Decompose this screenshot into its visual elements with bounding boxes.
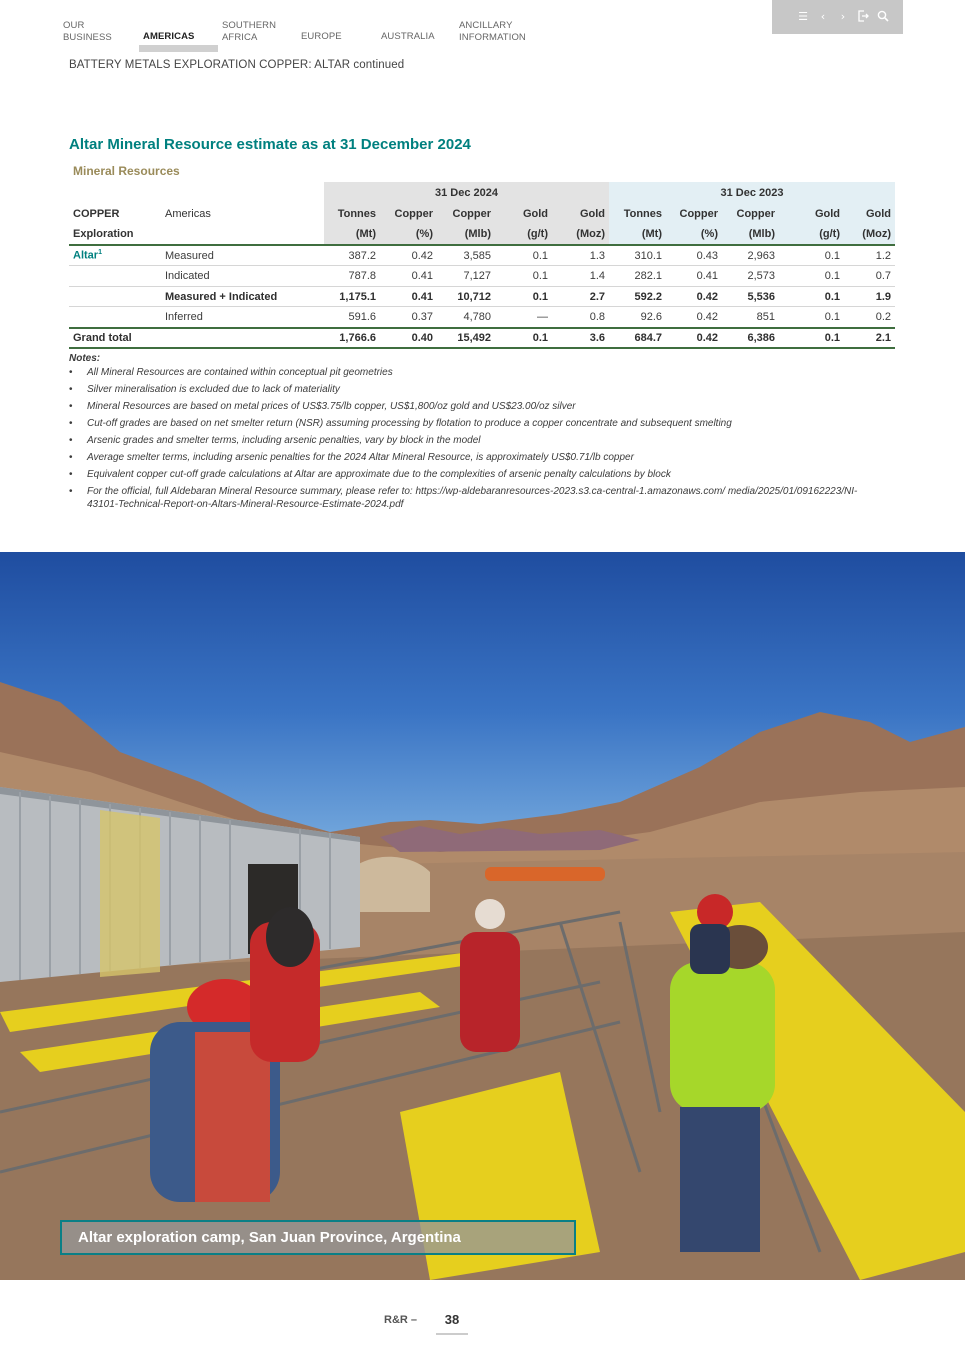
header-cell: Tonnes: [324, 204, 380, 225]
table-cell: 787.8: [324, 266, 380, 287]
table-cell: 0.1: [779, 328, 844, 349]
note-item: • Cut-off grades are based on net smelter return (NSR) assuming processing by flotation to produce a copper concentrate and subsequent smelting: [69, 417, 869, 430]
grand-total-label: Grand total: [69, 328, 324, 349]
table-cell: 592.2: [609, 286, 666, 307]
resource-table: [69, 204, 895, 349]
header-blank: [161, 225, 324, 246]
table-cell: 0.1: [495, 245, 552, 266]
table-cell: 0.1: [495, 266, 552, 287]
header-cell: Copper: [666, 204, 722, 225]
table-cell: 0.1: [495, 328, 552, 349]
header-unit: (Moz): [552, 225, 609, 246]
table-cell: 0.41: [380, 286, 437, 307]
table-caption: Mineral Resources: [73, 164, 180, 178]
header-exploration: Exploration: [69, 225, 161, 246]
table-cell: 2,963: [722, 245, 779, 266]
header-cell: Gold: [495, 204, 552, 225]
notes: [69, 353, 869, 515]
table-cell: 0.1: [779, 266, 844, 287]
exit-icon[interactable]: [857, 10, 869, 24]
table-cell: 4,780: [437, 307, 495, 328]
table-cell: 0.1: [779, 245, 844, 266]
table-cell: 2.1: [844, 328, 895, 349]
table-cell: 1.9: [844, 286, 895, 307]
nav-item-australia[interactable]: AUSTRALIA: [381, 31, 435, 42]
table-row-measured: [69, 245, 895, 266]
row-category: Inferred: [161, 307, 324, 328]
row-category: Measured: [161, 245, 324, 266]
header-region: Americas: [165, 208, 211, 221]
header-unit: (%): [380, 225, 437, 246]
table-cell: 7,127: [437, 266, 495, 287]
top-navigation: [0, 0, 965, 60]
header-unit: (g/t): [779, 225, 844, 246]
nav-item-europe[interactable]: EUROPE: [301, 31, 342, 42]
nav-item-our-business[interactable]: OUR BUSINESS: [63, 20, 112, 43]
chevron-right-icon[interactable]: ›: [840, 10, 846, 23]
table-cell: 0.7: [844, 266, 895, 287]
period-header-row: [69, 182, 895, 204]
table-cell: 1,175.1: [324, 286, 380, 307]
table-cell: 5,536: [722, 286, 779, 307]
table-cell: 0.42: [666, 286, 722, 307]
table-cell: 0.42: [380, 245, 437, 266]
table-cell: 0.1: [779, 286, 844, 307]
note-item: • Average smelter terms, including arsenic penalties for the 2024 Altar Mineral Resource, is approximately US$0.71/lb copper: [69, 451, 869, 464]
table-cell: 684.7: [609, 328, 666, 349]
table-cell: 3.6: [552, 328, 609, 349]
toolbar: [772, 0, 903, 34]
period-2024: 31 Dec 2024: [324, 182, 609, 204]
table-cell: 282.1: [609, 266, 666, 287]
deposit-blank: [69, 266, 161, 287]
table-cell: 591.6: [324, 307, 380, 328]
table-cell: —: [495, 307, 552, 328]
notes-title: Notes:: [69, 353, 101, 364]
table-cell: 0.2: [844, 307, 895, 328]
table-cell: 10,712: [437, 286, 495, 307]
header-row-1: [69, 204, 895, 225]
table-row-indicated: [69, 266, 895, 287]
page-number-underline: [436, 1333, 468, 1335]
header-cell: Copper: [437, 204, 495, 225]
table-cell: 2,573: [722, 266, 779, 287]
table-cell: 0.1: [495, 286, 552, 307]
note-item: • Silver mineralisation is excluded due to lack of materiality: [69, 383, 869, 396]
header-unit: (Mt): [609, 225, 666, 246]
search-icon[interactable]: [877, 10, 889, 24]
note-item: • Arsenic grades and smelter terms, including arsenic penalties, vary by block in the model: [69, 434, 869, 447]
header-unit: (g/t): [495, 225, 552, 246]
header-unit: (%): [666, 225, 722, 246]
table-cell: 1.4: [552, 266, 609, 287]
table-cell: 0.41: [380, 266, 437, 287]
table-cell: 92.6: [609, 307, 666, 328]
table-cell: 310.1: [609, 245, 666, 266]
table-cell: 0.40: [380, 328, 437, 349]
period-2023: 31 Dec 2023: [609, 182, 895, 204]
photo-caption: Altar exploration camp, San Juan Province, Argentina: [60, 1220, 576, 1255]
deposit-label: Altar: [73, 250, 99, 263]
nav-item-southern-africa[interactable]: SOUTHERN AFRICA: [222, 20, 277, 43]
camp-photo: [0, 552, 965, 1280]
nav-item-ancillary-information[interactable]: ANCILLARY INFORMATION: [459, 20, 526, 43]
table-row-measured-indicated: [69, 286, 895, 307]
note-item: • Mineral Resources are based on metal prices of US$3.75/lb copper, US$1,800/oz gold and US$23.00/oz silver: [69, 400, 869, 413]
header-cell: Copper: [380, 204, 437, 225]
table-row-grand-total: [69, 328, 895, 349]
table-cell: 0.37: [380, 307, 437, 328]
table-cell: 0.43: [666, 245, 722, 266]
table-row-inferred: [69, 307, 895, 328]
menu-icon[interactable]: ☰: [798, 10, 808, 23]
deposit-footnote: 1: [98, 249, 102, 257]
notes-list: [69, 366, 869, 511]
table-cell: 387.2: [324, 245, 380, 266]
table-cell: 6,386: [722, 328, 779, 349]
header-unit: (Moz): [844, 225, 895, 246]
table-cell: 1.3: [552, 245, 609, 266]
deposit-blank: [69, 307, 161, 328]
header-unit: (Mt): [324, 225, 380, 246]
row-category: Measured + Indicated: [161, 286, 324, 307]
table-cell: 0.42: [666, 328, 722, 349]
note-item: • Equivalent copper cut-off grade calculations at Altar are approximate due to the complexities of arsenic penalty calculations by block: [69, 468, 869, 481]
table-cell: 1,766.6: [324, 328, 380, 349]
chevron-left-icon[interactable]: ‹: [820, 10, 826, 23]
header-cell: Tonnes: [609, 204, 666, 225]
table-cell: 0.8: [552, 307, 609, 328]
header-cell: Copper: [722, 204, 779, 225]
section-title: Altar Mineral Resource estimate as at 31 December 2024: [69, 136, 471, 153]
table-cell: 0.1: [779, 307, 844, 328]
table-cell: 0.41: [666, 266, 722, 287]
header-row-2: [69, 225, 895, 246]
header-unit: (Mlb): [722, 225, 779, 246]
footer-section-label: R&R –: [384, 1314, 418, 1326]
note-item: • All Mineral Resources are contained within conceptual pit geometries: [69, 366, 869, 379]
active-nav-indicator: [139, 45, 218, 52]
table-cell: 0.42: [666, 307, 722, 328]
note-item: • For the official, full Aldebaran Mineral Resource summary, please refer to: https://wp-aldebaranresources-2023.s3.ca-central-1.amazonaws.com/ media/2025/01/09162223/NI-43101-Technical-Report-on-Altars-Mineral-Resource-Estimate-2024.pdf: [69, 485, 869, 511]
header-cell: Gold: [844, 204, 895, 225]
nav-item-americas[interactable]: AMERICAS: [143, 31, 195, 42]
deposit-blank: [69, 286, 161, 307]
mineral-resources-table: [69, 182, 895, 349]
table-cell: 3,585: [437, 245, 495, 266]
table-cell: 2.7: [552, 286, 609, 307]
deposit-name: [69, 245, 161, 266]
camp-photo-illustration: [0, 552, 965, 1280]
header-unit: (Mlb): [437, 225, 495, 246]
table-cell: 1.2: [844, 245, 895, 266]
page-number: 38: [444, 1312, 460, 1327]
header-cell: Gold: [552, 204, 609, 225]
page-subtitle: BATTERY METALS EXPLORATION COPPER: ALTAR continued: [69, 59, 405, 71]
header-commodity: COPPER: [73, 208, 120, 221]
row-category: Indicated: [161, 266, 324, 287]
header-cell: Gold: [779, 204, 844, 225]
table-cell: 15,492: [437, 328, 495, 349]
table-cell: 851: [722, 307, 779, 328]
